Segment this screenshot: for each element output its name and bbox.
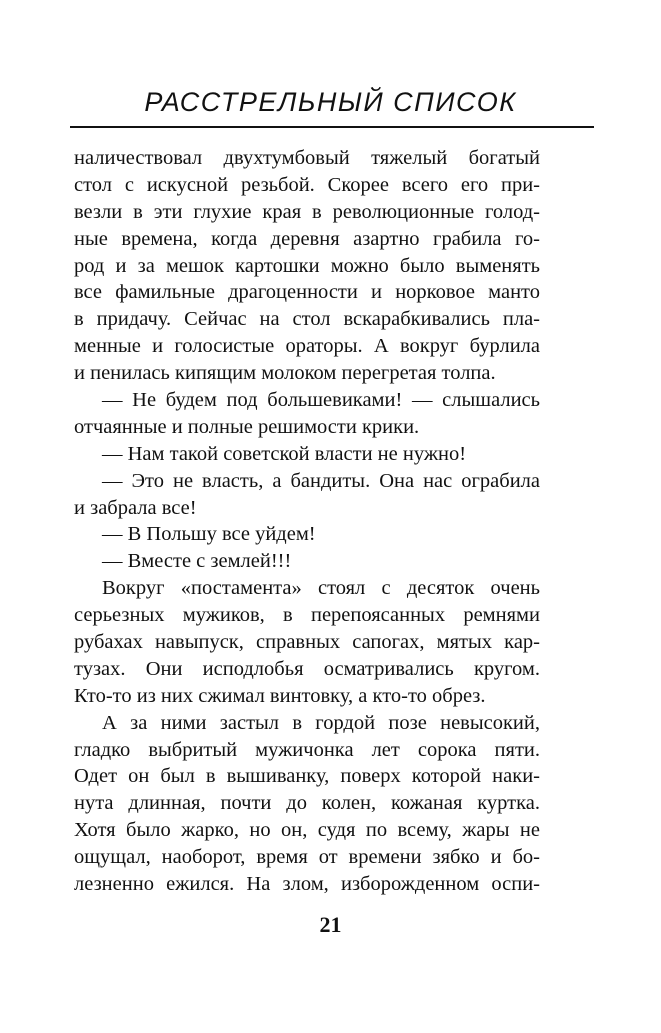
text-line: Хотя было жарко, но он, судя по всему, жары не [74, 819, 540, 842]
text-line: тузах. Они исподлобья осматривались кругом. [74, 657, 540, 680]
page-number: 21 [319, 912, 342, 937]
text-line: — В Польшу все уйдем! [102, 523, 316, 546]
text-line: и пенилась кипящим молоком перегретая толпа. [74, 362, 496, 385]
text-line: Вокруг «постамента» стоял с десяток очень [102, 577, 540, 600]
text-line: наличествовал двухтумбовый тяжелый богатый [74, 147, 540, 169]
text-line: все фамильные драгоценности и норковое манто [74, 281, 540, 304]
text-line: — Нам такой советской власти не нужно! [102, 442, 467, 465]
text-line: серьезных мужиков, в перепоясанных ремнями [74, 604, 540, 627]
text-line: в придачу. Сейчас на стол вскарабкивались пла- [74, 308, 540, 331]
running-title: РАССТРЕЛЬНЫЙ СПИСОК [144, 87, 517, 117]
text-line: Одет он был в вышиванку, поверх которой наки- [74, 765, 540, 788]
text-line: ощущал, наоборот, время от времени зябко и бо- [74, 846, 540, 869]
text-line: — Не будем под большевиками! — слышались [102, 389, 540, 412]
text-line: везли в эти глухие края в революционные голод- [74, 200, 540, 223]
text-line: лезненно ежился. На злом, изборожденном оспи- [74, 873, 540, 896]
text-line: — Это не власть, а бандиты. Она нас ограбила [102, 469, 540, 492]
text-line: — Вместе с землей!!! [102, 550, 292, 573]
text-line: и забрала все! [74, 496, 197, 519]
body-text [74, 145, 540, 898]
text-line: отчаянные и полные решимости крики. [74, 415, 420, 438]
text-line: А за ними застыл в гордой позе невысокий, [102, 711, 540, 734]
text-line: стол с искусной резьбой. Скорее всего его при- [74, 173, 540, 196]
text-line: Кто-то из них сжимал винтовку, а кто-то обрез. [74, 684, 486, 707]
text-line: гладко выбритый мужичонка лет сорока пяти. [74, 738, 540, 761]
text-line: ные времена, когда деревня азартно грабила го- [74, 227, 540, 250]
text-line: нута длинная, почти до колен, кожаная куртка. [74, 792, 540, 815]
text-line: род и за мешок картошки можно было выменять [74, 254, 540, 277]
header-rule-divider [70, 126, 594, 128]
text-line: рубахах навыпуск, справных сапогах, мятых кар- [74, 631, 540, 654]
text-line: менные и голосистые ораторы. А вокруг бурлила [74, 335, 540, 358]
